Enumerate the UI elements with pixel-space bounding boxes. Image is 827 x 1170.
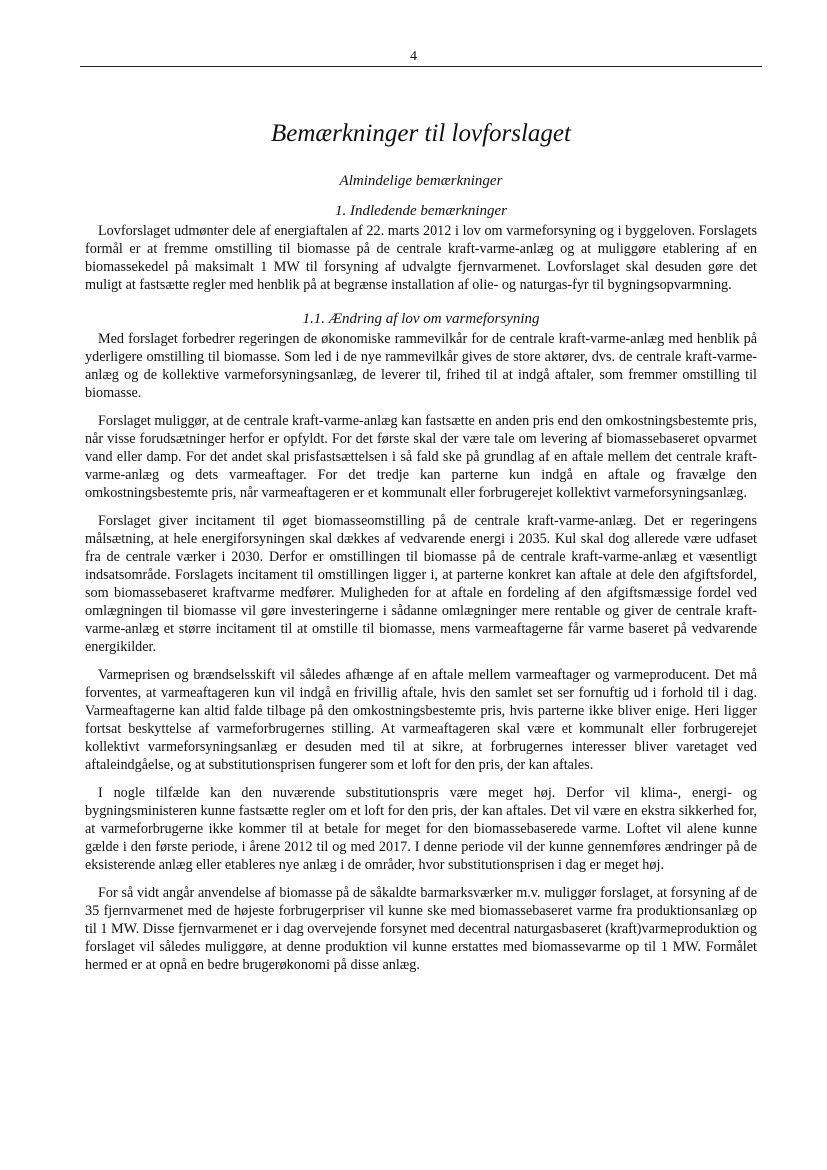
- page-content: [85, 118, 757, 984]
- paragraph: I nogle tilfælde kan den nuværende substitutionspris være meget høj. Derfor vil klima-, energi- og bygningsministeren kunne fastsætte regler om et loft for den pris, der kan aftales. Det vil være en ekstra sikkerhed for, at varmeforbrugerne ikke kommer til at betale for meget for den biomassebaserede varme. Loftet vil alene kunne gælde i den første periode, i årene 2012 til og med 2017. I denne periode vil der kunne gennemføres ændringer på de eksisterende anlæg eller etableres nye anlæg i de områder, hvor substitutionsprisen i dag er meget høj.: [85, 785, 757, 873]
- section-heading: 1.1. Ændring af lov om varmeforsyning: [302, 311, 540, 327]
- paragraph: Varmeprisen og brændselsskift vil således afhænge af en aftale mellem varmeaftager og varmeproducent. Det må forventes, at varmeaftageren kun vil indgå en frivillig aftale, hvis den samlet set ser fornuftig ud i forhold til i dag. Varmeaftagerne kan altid falde tilbage på den omkostningsbestemte pris, hvis parterne ikke bliver enige. Heri ligger fortsat beskyttelse af varmeforbrugernes stilling. At varmeaftageren skal være et kommunalt eller forbrugerejet kollektivt varmeforsyningsanlæg er desuden med til at sikre, at forbrugernes interesser bliver varetaget ved aftaleindgåelse, og at substitutionsprisen fungerer som et loft for den pris, der kan aftales.: [85, 667, 757, 773]
- section-introduction: [85, 202, 757, 294]
- section-varmeforsyning: [85, 310, 757, 974]
- paragraph: For så vidt angår anvendelse af biomasse på de såkaldte barmarksværker m.v. muliggør forslaget, at forsyning af de 35 fjernvarmenet med de højeste forbrugerpriser vil kunne ske med biomassebaseret varme fra produktionsanlæg op til 1 MW. Disse fjernvarmenet er i dag overvejende forsynet med decentral naturgasbaseret (kraft)varmeproduktion og forslaget vil således muliggøre, at denne produktion vil kunne erstattes med biomassevarme op til 1 MW. Formålet hermed er at opnå en bedre brugerøkonomi på disse anlæg.: [85, 885, 757, 973]
- paragraph: Lovforslaget udmønter dele af energiaftalen af 22. marts 2012 i lov om varmeforsyning og i byggeloven. Forslagets formål er at fremme omstilling til biomasse på de centrale kraft-varme-anlæg og at muliggøre etablering af en biomassekedel på maksimalt 1 MW til forsyning af udvalgte fjernvarmenet. Lovforslaget skal desuden gøre det muligt at fastsætte regler med henblik på at begrænse installation af olie- og naturgas-fyr til bygningsopvarmning.: [85, 223, 757, 293]
- header-rule: [80, 66, 762, 67]
- paragraph: Forslaget muliggør, at de centrale kraft-varme-anlæg kan fastsætte en anden pris end den omkostningsbestemte pris, når visse forudsætninger herfor er opfyldt. For det første skal der være tale om levering af biomassebaseret opvarmet vand eller damp. For det andet skal prisfastsættelsen i så fald ske på grundlag af en aftale mellem det centrale kraft-varme-anlæg og dets varmeaftager. For det tredje kan parterne kun indgå en aftale og fravælge den omkostningsbestemte pris, når varmeaftageren er et kommunalt eller forbrugerejet kollektivt varmeforsyningsanlæg.: [85, 413, 757, 501]
- paragraph: Forslaget giver incitament til øget biomasseomstilling på de centrale kraft-varme-anlæg. Det er regeringens målsætning, at hele energiforsyningen skal dækkes af vedvarende energi i 2035. Kul skal dog allerede være udfaset fra de centrale værker i 2030. Derfor er omstillingen til biomasse på de centrale kraft-varme-anlæg et væsentligt indsatsområde. Forslagets incitament til omstillingen ligger i, at parterne konkret kan aftale at dele den afgiftsfordel, som biomassebaseret kraftvarme medfører. Muligheden for at aftale en fordeling af den afgiftsmæssige fordel ved omlægningen til biomasse vil gøre investeringerne i sådanne omlægninger mere rentable og giver de centrale kraft-varme-anlæg et større incitament til at omstille til biomasse, mens varmeaftagerne får varme baseret på vedvarende energikilder.: [85, 513, 757, 655]
- page-number: 4: [410, 49, 417, 64]
- paragraph: Med forslaget forbedrer regeringen de økonomiske rammevilkår for de centrale kraft-varme-anlæg med henblik på yderligere omstilling til biomasse. Som led i de nye rammevilkår gives de store aktører, dvs. de centrale kraft-varme-anlæg og de kollektive varmeforsyningsanlæg, de leverer til, frihed til at indgå aftaler, som fremmer omstilling til biomasse.: [85, 331, 757, 401]
- document-title: Bemærkninger til lovforslaget: [271, 120, 571, 147]
- document-subtitle: Almindelige bemærkninger: [339, 173, 503, 189]
- section-heading: 1. Indledende bemærkninger: [334, 203, 508, 219]
